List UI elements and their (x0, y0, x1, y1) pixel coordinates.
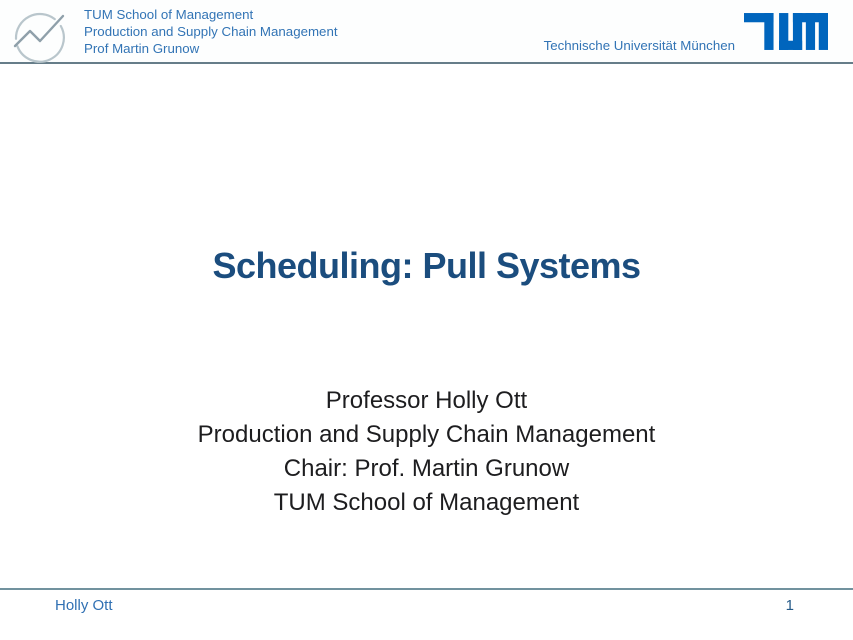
slide-header (0, 0, 853, 64)
slide-footer (0, 588, 853, 640)
org-line-chair: Production and Supply Chain Management (84, 24, 338, 39)
subtitle-line-chair-name: Production and Supply Chain Management (197, 421, 656, 448)
slide-title: Scheduling: Pull Systems (212, 245, 641, 286)
subtitle-line-chair-holder: Chair: Prof. Martin Grunow (283, 455, 570, 482)
subtitle-line-school: TUM School of Management (273, 489, 580, 516)
university-name: Technische Universität München (543, 38, 735, 53)
tum-wordmark-logo (744, 13, 828, 50)
header-org-lines (84, 6, 338, 57)
page-number: 1 (785, 597, 794, 614)
footer-row (0, 590, 853, 614)
org-line-school: TUM School of Management (84, 7, 254, 22)
subtitle-block (0, 384, 853, 520)
subtitle-line-professor: Professor Holly Ott (325, 387, 528, 414)
footer-author: Holly Ott (55, 597, 113, 614)
trend-line-in-circle-icon (8, 3, 72, 65)
org-line-professor: Prof Martin Grunow (84, 41, 200, 56)
